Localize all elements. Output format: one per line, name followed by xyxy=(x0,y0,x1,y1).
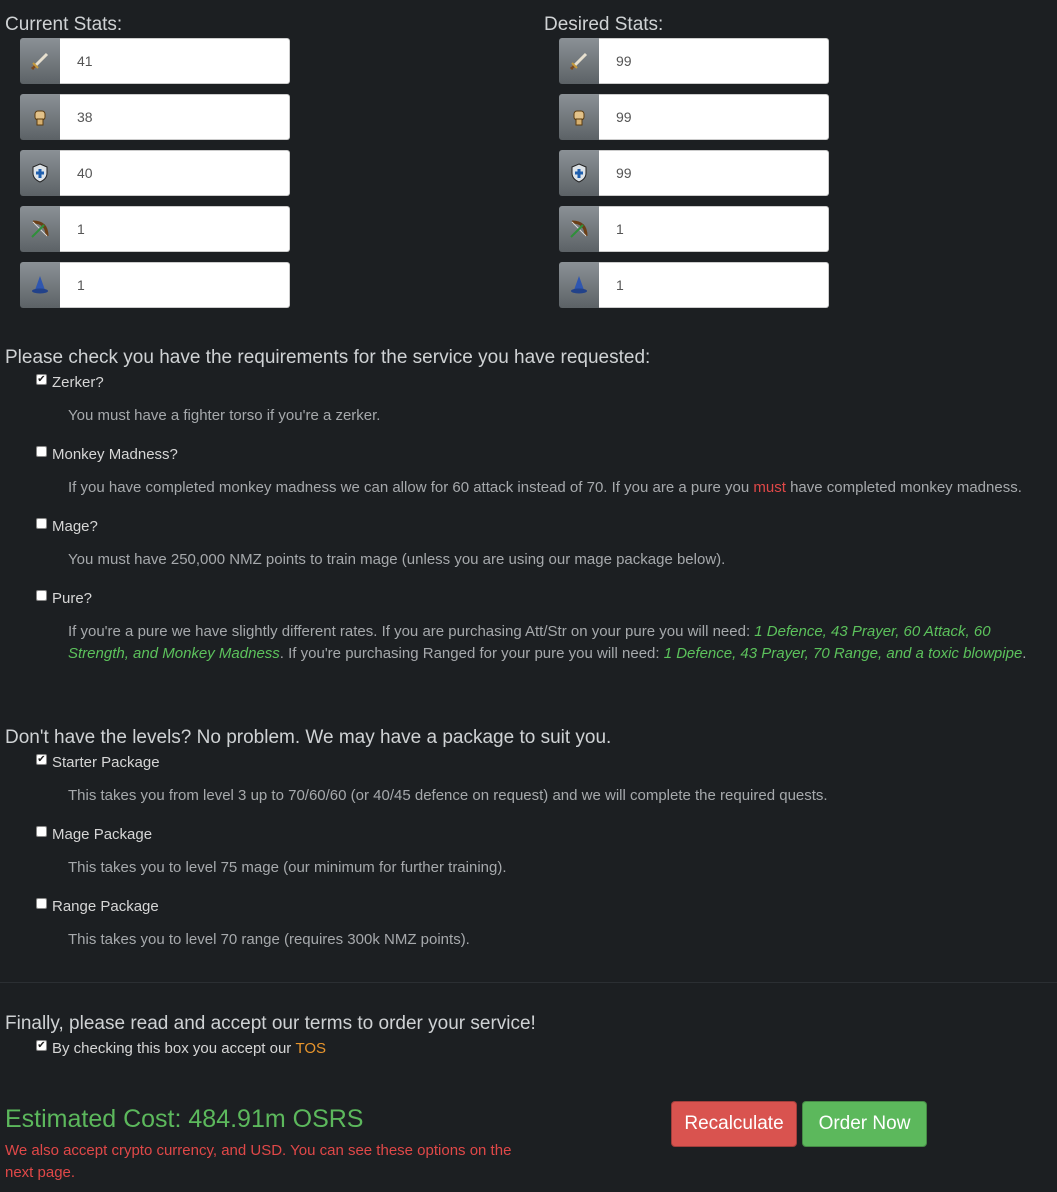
mm-desc-must: must xyxy=(753,479,786,496)
pure-desc-rangedreqs: 1 Defence, 43 Prayer, 70 Range, and a toxic blowpipe xyxy=(663,645,1023,662)
tos-checkbox[interactable]: ✔ xyxy=(37,1040,46,1051)
mage-package-description: This takes you to level 75 mage (our minimum for further training). xyxy=(68,859,507,876)
pure-desc-meleereqs: 1 Defence, 43 Prayer, 60 Attack, 60 Strength, and Monkey Madness xyxy=(68,623,991,662)
pure-option[interactable] xyxy=(36,590,92,607)
pure-label: Pure? xyxy=(52,590,93,607)
tos-label: By checking this box you accept our xyxy=(52,1040,296,1057)
starter-package-checkbox[interactable]: ✔ xyxy=(37,754,46,765)
section-divider xyxy=(0,982,1057,983)
zerker-option[interactable] xyxy=(36,374,104,391)
current-strength-input[interactable] xyxy=(60,94,290,140)
current-defence-input[interactable] xyxy=(60,150,290,196)
pure-description xyxy=(68,621,1028,665)
mage-label: Mage? xyxy=(52,518,98,535)
desired-attack-input[interactable] xyxy=(599,38,829,84)
terms-heading: Finally, please read and accept our terms to order your service! xyxy=(5,1013,536,1034)
defence-icon xyxy=(559,150,599,196)
desired-stats-title: Desired Stats: xyxy=(544,14,664,35)
defence-icon xyxy=(20,150,60,196)
current-magic-input[interactable] xyxy=(60,262,290,308)
pure-desc-c: . xyxy=(1022,645,1027,662)
magic-icon xyxy=(559,262,599,308)
current-stats-title: Current Stats: xyxy=(5,14,123,35)
magic-icon xyxy=(20,262,60,308)
payment-note: We also accept crypto currency, and USD. You can see these options on the next page. xyxy=(5,1142,512,1181)
desired-ranged-input[interactable] xyxy=(599,206,829,252)
mage-option[interactable] xyxy=(36,518,98,535)
starter-package-option[interactable] xyxy=(36,754,160,771)
range-package-description: This takes you to level 70 range (requires 300k NMZ points). xyxy=(68,931,470,948)
current-ranged-row xyxy=(20,206,274,252)
tos-option[interactable] xyxy=(36,1040,326,1057)
ranged-icon xyxy=(20,206,60,252)
estimated-cost: Estimated Cost: 484.91m OSRS xyxy=(5,1105,364,1133)
requirements-heading: Please check you have the requirements for the service you have requested: xyxy=(5,347,651,368)
range-package-checkbox[interactable] xyxy=(36,898,47,909)
pure-checkbox[interactable] xyxy=(36,590,47,601)
monkey-madness-description xyxy=(68,477,1022,499)
pure-desc-a: If you're a pure we have slightly different rates. If you are purchasing Att/Str on your pure you will need: xyxy=(68,623,755,640)
desired-ranged-row xyxy=(559,206,813,252)
monkey-madness-label: Monkey Madness? xyxy=(52,446,178,463)
desired-defence-input[interactable] xyxy=(599,150,829,196)
ranged-icon xyxy=(559,206,599,252)
strength-icon xyxy=(559,94,599,140)
starter-package-label: Starter Package xyxy=(52,754,160,771)
mm-desc-end: have completed monkey madness. xyxy=(785,479,1022,496)
range-package-option[interactable] xyxy=(36,898,159,915)
order-now-button[interactable]: Order Now xyxy=(802,1101,927,1147)
tos-link[interactable]: TOS xyxy=(295,1040,327,1057)
current-magic-row xyxy=(20,262,274,308)
mage-package-option[interactable] xyxy=(36,826,152,843)
desired-strength-input[interactable] xyxy=(599,94,829,140)
mage-package-checkbox[interactable] xyxy=(36,826,47,837)
monkey-madness-checkbox[interactable] xyxy=(36,446,47,457)
mage-checkbox[interactable] xyxy=(36,518,47,529)
range-package-label: Range Package xyxy=(52,898,159,915)
packages-heading: Don't have the levels? No problem. We may have a package to suit you. xyxy=(5,727,612,748)
recalculate-button[interactable]: Recalculate xyxy=(671,1101,797,1147)
desired-defence-row xyxy=(559,150,813,196)
attack-icon xyxy=(559,38,599,84)
attack-icon xyxy=(20,38,60,84)
zerker-label: Zerker? xyxy=(52,374,104,391)
current-attack-input[interactable] xyxy=(60,38,290,84)
current-attack-row xyxy=(20,38,274,84)
desired-strength-row xyxy=(559,94,813,140)
zerker-description: You must have a fighter torso if you're a zerker. xyxy=(68,407,381,424)
current-ranged-input[interactable] xyxy=(60,206,290,252)
current-defence-row xyxy=(20,150,274,196)
mage-package-label: Mage Package xyxy=(52,826,153,843)
mage-description: You must have 250,000 NMZ points to train mage (unless you are using our mage package below). xyxy=(68,551,726,568)
mm-desc-text: If you have completed monkey madness we can allow for 60 attack instead of 70. If you are a pure you xyxy=(68,479,754,496)
desired-magic-input[interactable] xyxy=(599,262,829,308)
starter-package-description: This takes you from level 3 up to 70/60/60 (or 40/45 defence on request) and we will complete the required quests. xyxy=(68,787,828,804)
current-strength-row xyxy=(20,94,274,140)
pure-desc-b: . If you're purchasing Ranged for your pure you will need: xyxy=(279,645,664,662)
desired-magic-row xyxy=(559,262,813,308)
monkey-madness-option[interactable] xyxy=(36,446,178,463)
strength-icon xyxy=(20,94,60,140)
desired-attack-row xyxy=(559,38,813,84)
zerker-checkbox[interactable]: ✔ xyxy=(37,374,46,385)
